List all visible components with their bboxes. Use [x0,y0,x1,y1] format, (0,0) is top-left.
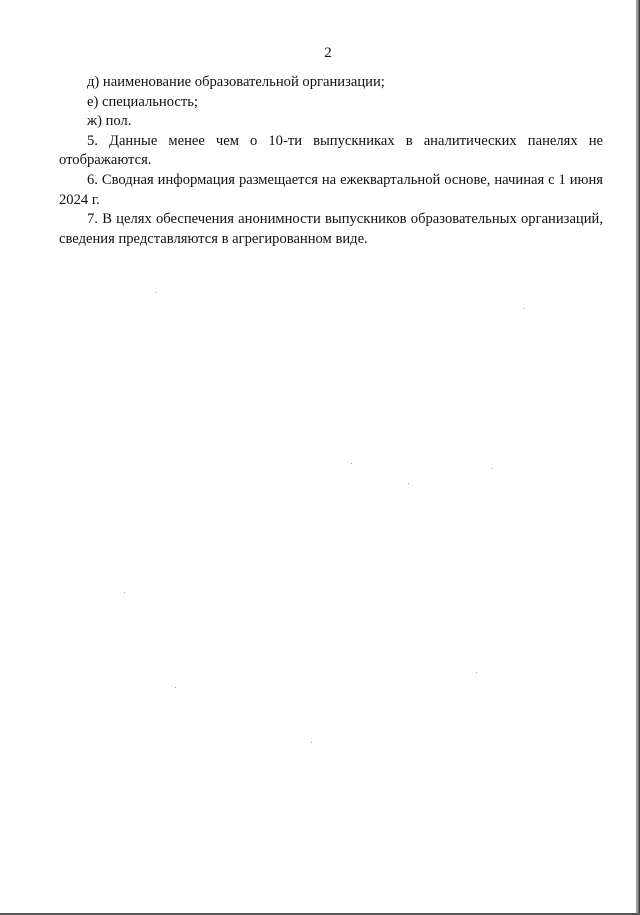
paragraph-5: 5. Данные менее чем о 10-ти выпускниках в аналитических панелях не отображаются. [59,132,603,169]
paragraph-6: 6. Сводная информация размещается на ежеквартальной основе, начиная с 1 июня 2024 г. [59,171,603,208]
scan-speck [492,468,493,469]
list-item: д) наименование образовательной организации; [87,74,385,90]
list-item: е) специальность; [87,93,198,110]
scan-speck [524,308,525,309]
scan-speck [408,483,409,484]
list-item: ж) пол. [87,113,132,130]
scan-speck [124,592,125,593]
paragraph-7: 7. В целях обеспечения анонимности выпускников образовательных организаций, сведения представляются в агрегированном виде. [59,211,603,247]
scan-speck [175,687,176,688]
page-number: 2 [324,45,332,61]
scan-speck [156,292,157,293]
scan-speck [311,742,312,743]
scan-speck [476,672,477,673]
document-body [59,73,603,249]
scan-speck [351,463,352,464]
